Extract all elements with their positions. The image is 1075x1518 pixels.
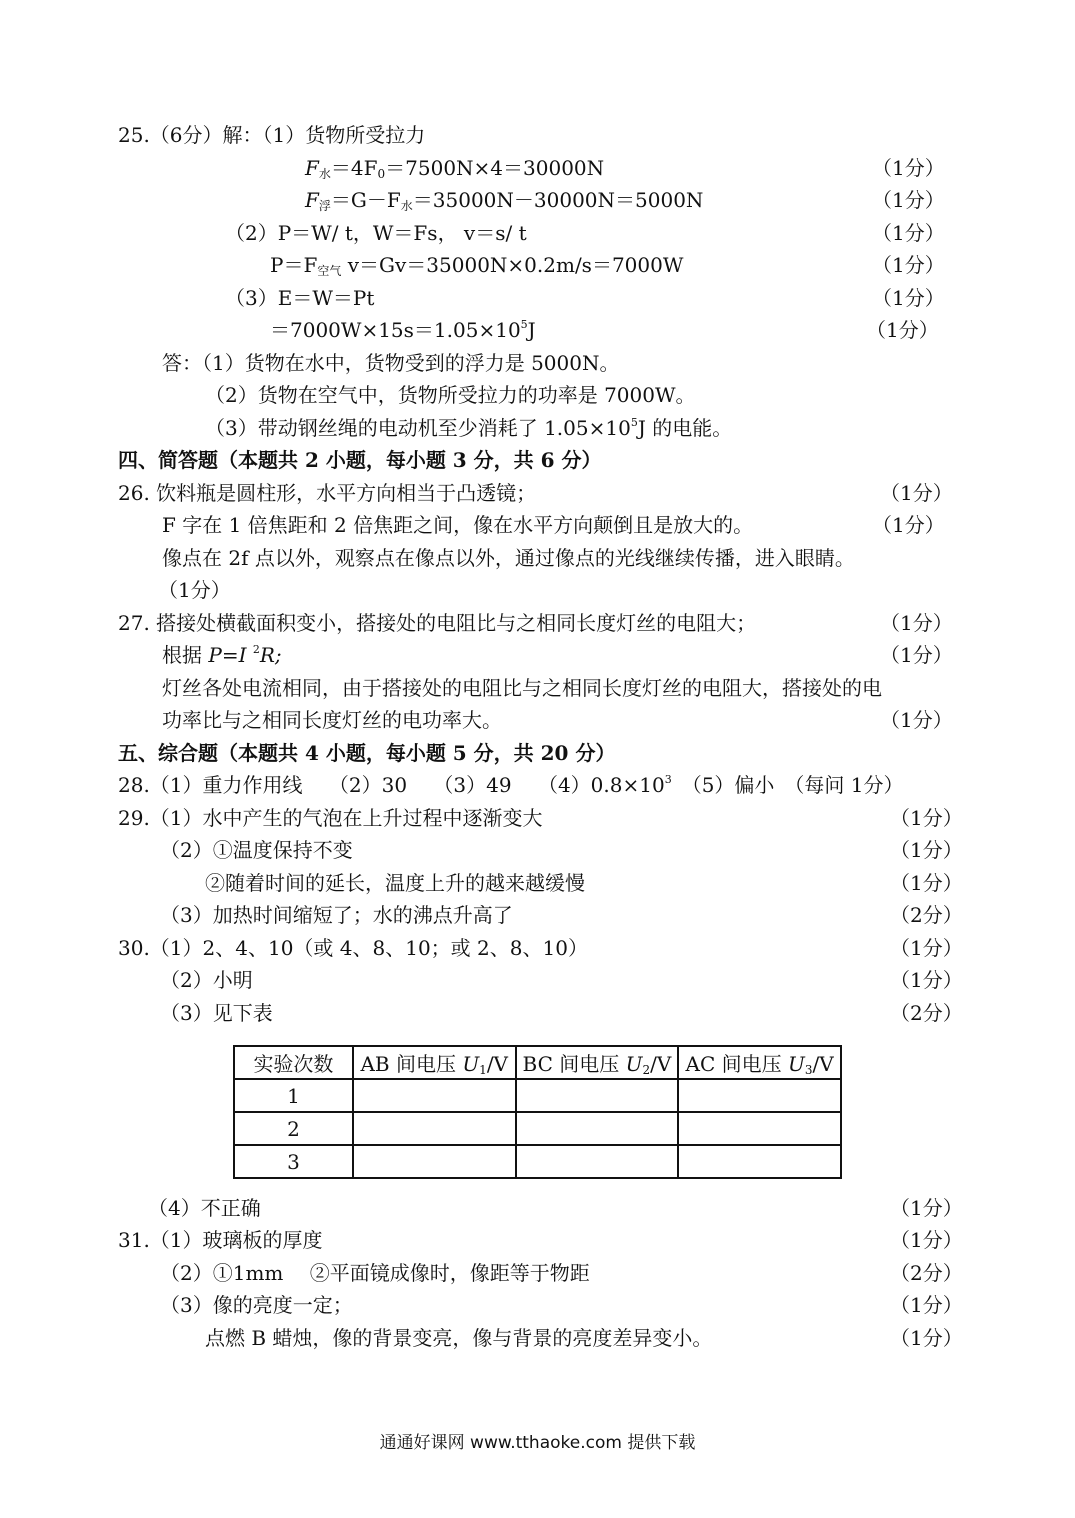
q30-line-2: （2）小明 (160, 968, 253, 992)
q29-line-4: （3）加热时间缩短了；水的沸点升高了 (160, 903, 513, 927)
q27-line-3: 灯丝各处电流相同，由于搭接处的电阻比与之相同长度灯丝的电阻大，搭接处的电 (162, 676, 882, 700)
table-row (234, 1145, 841, 1178)
score: （1分） (880, 643, 953, 667)
q25-line-5: （3）E＝W＝Pt (225, 286, 375, 310)
table-cell: 3 (234, 1145, 353, 1178)
section-4-heading: 四、简答题（本题共 2 小题，每小题 3 分，共 6 分） (118, 448, 602, 472)
table-cell (678, 1112, 841, 1145)
q29-line-3: ②随着时间的延长，温度上升的越来越缓慢 (205, 871, 585, 895)
score: （2分） (890, 1261, 963, 1285)
table-cell: 2 (234, 1112, 353, 1145)
section-5-heading: 五、综合题（本题共 4 小题，每小题 5 分，共 20 分） (118, 741, 616, 765)
q26-line-1: 26. 饮料瓶是圆柱形，水平方向相当于凸透镜； (118, 481, 537, 505)
q25-answer-2: （2）货物在空气中，货物所受拉力的功率是 7000W。 (205, 383, 696, 407)
score: （1分） (890, 1196, 963, 1220)
table-row (234, 1079, 841, 1112)
score: （1分） (890, 838, 963, 862)
table-cell (678, 1079, 841, 1112)
q27-line-1: 27. 搭接处横截面积变小，搭接处的电阻比与之相同长度灯丝的电阻大； (118, 611, 757, 635)
q30-line-1: 30.（1）2、4、10（或 4、8、10；或 2、8、10） (118, 936, 588, 960)
q25-answer-1: 答：（1）货物在水中，货物受到的浮力是 5000N。 (162, 351, 620, 375)
table-cell (353, 1145, 516, 1178)
score: （1分） (872, 188, 945, 212)
q25-answer-3: （3）带动钢丝绳的电动机至少消耗了 $1.05\times 10^5J$ 的电能。 (205, 416, 733, 440)
score: （1分） (890, 1228, 963, 1252)
score: （1分） (872, 253, 945, 277)
voltage-table (233, 1045, 842, 1179)
q25-line-4: $P=F_{空气}$ v＝Gv＝35000N×0.2m/s＝7000W (270, 253, 684, 278)
table-cell (678, 1145, 841, 1178)
table-cell: 1 (234, 1079, 353, 1112)
q30-line-4: （4）不正确 (148, 1196, 261, 1220)
table-header-row (234, 1046, 841, 1079)
table-cell (516, 1079, 679, 1112)
score: （1分） (880, 611, 953, 635)
q31-line-4: 点燃 B 蜡烛，像的背景变亮，像与背景的亮度差异变小。 (205, 1326, 713, 1350)
q25-line-2: $F_浮=G-F_水=35000N-30000N=5000N$ (305, 188, 704, 213)
q25-heading: 25.（6分）解：（1）货物所受拉力 (118, 123, 426, 147)
q27-line-2: 根据 P=I $^2$R; (162, 643, 282, 667)
table-header-cell: BC 间电压 $U_2/V$ (516, 1046, 679, 1079)
score: （1分） (890, 871, 963, 895)
score: （2分） (890, 1001, 963, 1025)
score: （1分） (890, 1293, 963, 1317)
q31-line-1: 31.（1）玻璃板的厚度 (118, 1228, 323, 1252)
table-header-cell: 实验次数 (234, 1046, 353, 1079)
q31-line-2: （2）①1mm ②平面镜成像时，像距等于物距 (160, 1261, 590, 1285)
table-cell (353, 1112, 516, 1145)
q25-line-1: $F_水=4F_0=7500N\times 4=30000N$ (305, 156, 605, 181)
q29-line-1: 29.（1）水中产生的气泡在上升过程中逐渐变大 (118, 806, 543, 830)
score: （1分） (872, 513, 945, 537)
q26-line-4: （1分） (158, 578, 231, 602)
score: （1分） (890, 1326, 963, 1350)
q28-line: 28.（1）重力作用线 （2）30 （3）49 $(4)0.8\times 10^3$ （5）偏小 （每问 1分） (118, 773, 904, 797)
score: （1分） (872, 156, 945, 180)
score: （1分） (880, 481, 953, 505)
score: （1分） (890, 806, 963, 830)
score: （1分） (872, 221, 945, 245)
q26-line-3: 像点在 2f 点以外，观察点在像点以外，通过像点的光线继续传播，进入眼睛。 (162, 546, 855, 570)
table-header-cell: AB 间电压 $U_1/V$ (353, 1046, 516, 1079)
score: （1分） (890, 936, 963, 960)
footer-text: 通通好课网 www.tthaoke.com 提供下载 (379, 1433, 696, 1453)
score: （1分） (872, 286, 945, 310)
q25-line-6: $=7000W\times 15s=1.05\times 10^5J$ (270, 318, 536, 342)
score: （1分） (890, 968, 963, 992)
q26-line-2: F 字在 1 倍焦距和 2 倍焦距之间，像在水平方向颠倒且是放大的。 (162, 513, 754, 537)
q27-line-4: 功率比与之相同长度灯丝的电功率大。 (162, 708, 502, 732)
score: （1分） (866, 318, 939, 342)
table-cell (516, 1112, 679, 1145)
score: （1分） (880, 708, 953, 732)
q29-line-2: （2）①温度保持不变 (160, 838, 353, 862)
table-cell (516, 1145, 679, 1178)
score: （2分） (890, 903, 963, 927)
q31-line-3: （3）像的亮度一定； (160, 1293, 353, 1317)
table-cell (353, 1079, 516, 1112)
q25-line-3: （2）P＝W/ t，W＝Fs， v＝s/ t (225, 221, 527, 245)
q30-line-3: （3）见下表 (160, 1001, 273, 1025)
table-header-cell: AC 间电压 $U_3/V$ (678, 1046, 841, 1079)
table-row (234, 1112, 841, 1145)
